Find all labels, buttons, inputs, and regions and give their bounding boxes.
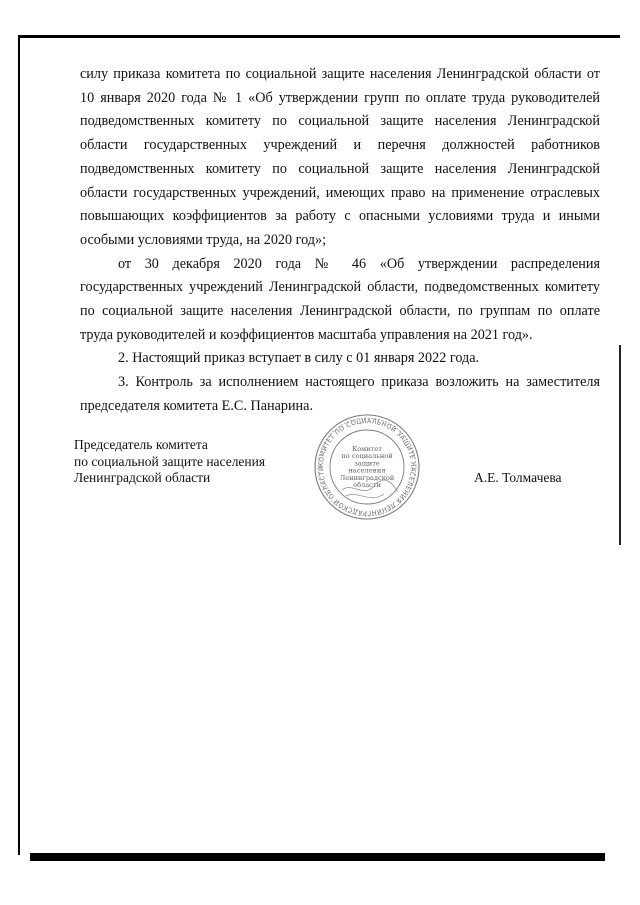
- svg-text:КОМИТЕТ ПО СОЦИАЛЬНОЙ ЗАЩИТЕ Н: КОМИТЕТ ПО СОЦИАЛЬНОЙ ЗАЩИТЕ НАСЕЛЕНИЯ ЛЕНИНГРАДСКОЙ ОБЛАСТИ: [317, 417, 417, 517]
- scan-border-left: [18, 35, 20, 855]
- signatory-position-line: по социальной защите населения: [74, 453, 266, 469]
- stamp-center-line: по социальной: [341, 452, 393, 461]
- paragraph-control: 3. Контроль за исполнением настоящего приказа возложить на заместителя председателя комитета Е.С. Панарина.: [80, 374, 600, 414]
- stamp-center-line: области: [353, 481, 381, 489]
- signatory-position: [74, 437, 314, 487]
- document-body: [80, 63, 600, 419]
- signatory-position-line: Ленинградской области: [74, 470, 211, 485]
- stamp-center-line: Комитет: [352, 445, 382, 453]
- stamp-center-line: населения: [348, 466, 386, 475]
- stamp-center-line: защите: [354, 459, 380, 468]
- paragraph-effective-date: 2. Настоящий приказ вступает в силу с 01 января 2022 года.: [118, 350, 480, 367]
- scan-border-bottom: [30, 853, 605, 861]
- signatory-name: А.Е. Толмачева: [474, 470, 562, 485]
- paragraph-order-46: от 30 декабря 2020 года № 46 «Об утверждении распределения государственных учреждений Ленинградской области, подведомственных комитету по социальной защите населения Ленинградской области, по группам по оплате труда руководителей и коэффициентов масштаба управления на 2021 год».: [80, 255, 600, 343]
- scan-border-top: [18, 35, 620, 38]
- signatory-position-line: Председатель комитета: [74, 437, 208, 452]
- paragraph-continuation: силу приказа комитета по социальной защите населения Ленинградской области от 10 января 2020 года № 1 «Об утверждении групп по оплате труда руководителей подведомственных комитету по социальной защите населения Ленинградской области государственных учреждений и перечня должностей работников подведомственных комитету по социальной защите населения Ленинградской области государственных учреждений, имеющих право на применение отраслевых повышающих коэффициентов за работу с опасными условиями труда и иными особыми условиями труда, на 2020 год»;: [80, 66, 600, 248]
- official-stamp-seal: [312, 412, 422, 522]
- scan-border-right: [619, 345, 621, 545]
- stamp-center-line: Ленинградской: [339, 473, 395, 482]
